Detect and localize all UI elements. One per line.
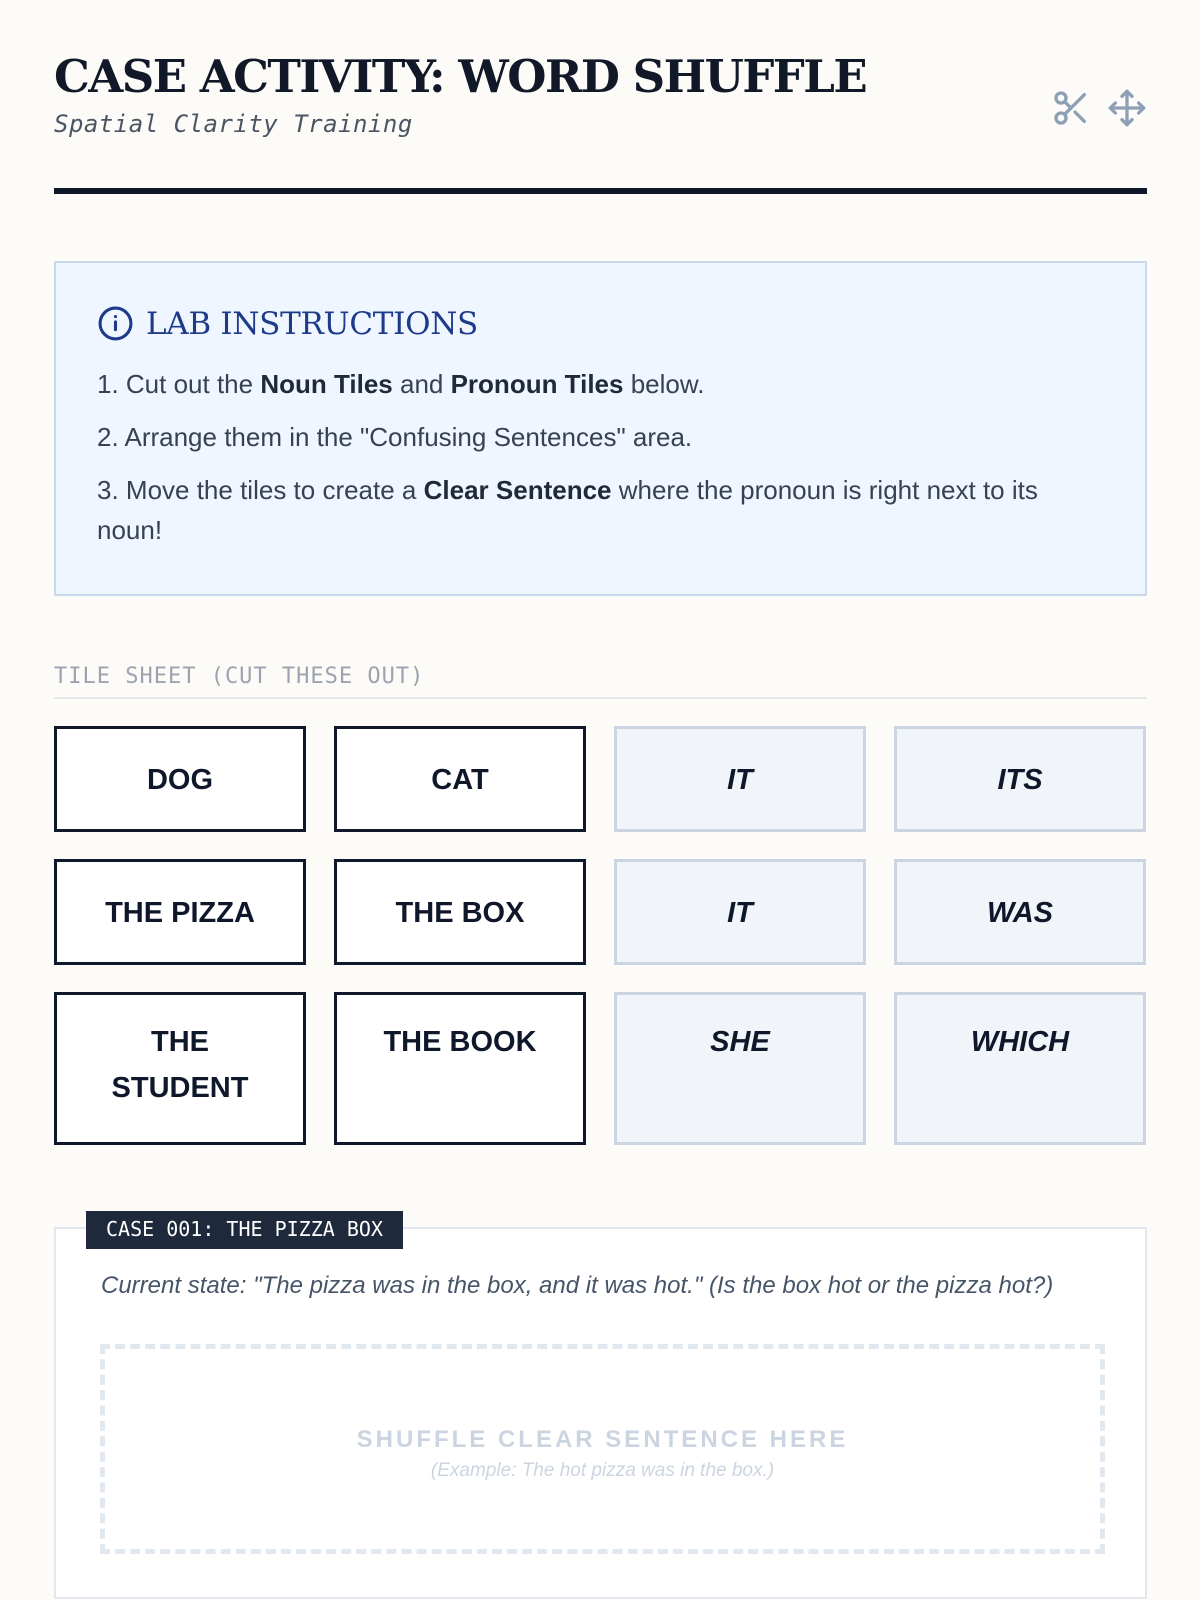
- case-badge: CASE 001: THE PIZZA BOX: [86, 1211, 403, 1249]
- step-text: below.: [623, 369, 705, 399]
- instructions-list: [97, 364, 1105, 550]
- noun-tile[interactable]: THE BOX: [334, 859, 586, 965]
- pronoun-tile[interactable]: WHICH: [894, 992, 1146, 1145]
- drop-zone-example: (Example: The hot pizza was in the box.): [430, 1460, 775, 1481]
- instruction-step-1: [97, 364, 1105, 404]
- tile-sheet: [54, 726, 1147, 1145]
- step-emphasis: Clear Sentence: [423, 475, 612, 505]
- tile-sheet-label: TILE SHEET (CUT THESE OUT): [54, 664, 1147, 699]
- sentence-drop-zone[interactable]: [100, 1344, 1105, 1554]
- page-title: CASE ACTIVITY: WORD SHUFFLE: [54, 50, 867, 103]
- instructions-heading: [97, 305, 1105, 342]
- step-text: and: [392, 369, 451, 399]
- case-card: [54, 1217, 1147, 1599]
- scissors-icon: [1051, 88, 1091, 128]
- page-header: [54, 50, 1147, 194]
- pronoun-tile[interactable]: WAS: [894, 859, 1146, 965]
- step-text: 3. Move the tiles to create a: [97, 475, 424, 505]
- noun-tile[interactable]: CAT: [334, 726, 586, 832]
- move-icon: [1107, 88, 1147, 128]
- noun-tile[interactable]: [54, 992, 306, 1145]
- tile-text: THE STUDENT: [111, 1026, 249, 1104]
- instruction-step-3: [97, 470, 1105, 550]
- pronoun-tile[interactable]: IT: [614, 726, 866, 832]
- noun-tile[interactable]: THE BOOK: [334, 992, 586, 1145]
- instruction-step-2: 2. Arrange them in the "Confusing Sentences" area.: [97, 422, 693, 452]
- info-icon: [97, 305, 134, 342]
- pronoun-tile[interactable]: SHE: [614, 992, 866, 1145]
- pronoun-tile[interactable]: IT: [614, 859, 866, 965]
- instructions-title: LAB INSTRUCTIONS: [146, 305, 478, 342]
- noun-tile[interactable]: THE PIZZA: [54, 859, 306, 965]
- step-text: where the pronoun is right next to its noun!: [97, 475, 1038, 545]
- step-emphasis: Noun Tiles: [260, 369, 393, 399]
- step-emphasis: Pronoun Tiles: [450, 369, 624, 399]
- header-tools: [1051, 88, 1147, 128]
- pronoun-tile[interactable]: ITS: [894, 726, 1146, 832]
- drop-zone-title: SHUFFLE CLEAR SENTENCE HERE: [356, 1426, 849, 1453]
- noun-tile[interactable]: DOG: [54, 726, 306, 832]
- lab-instructions-panel: [54, 261, 1147, 596]
- case-description: Current state: "The pizza was in the box, and it was hot." (Is the box hot or the pizza hot?): [101, 1272, 1054, 1299]
- step-text: 1. Cut out the: [97, 369, 261, 399]
- page-subtitle: Spatial Clarity Training: [54, 110, 413, 138]
